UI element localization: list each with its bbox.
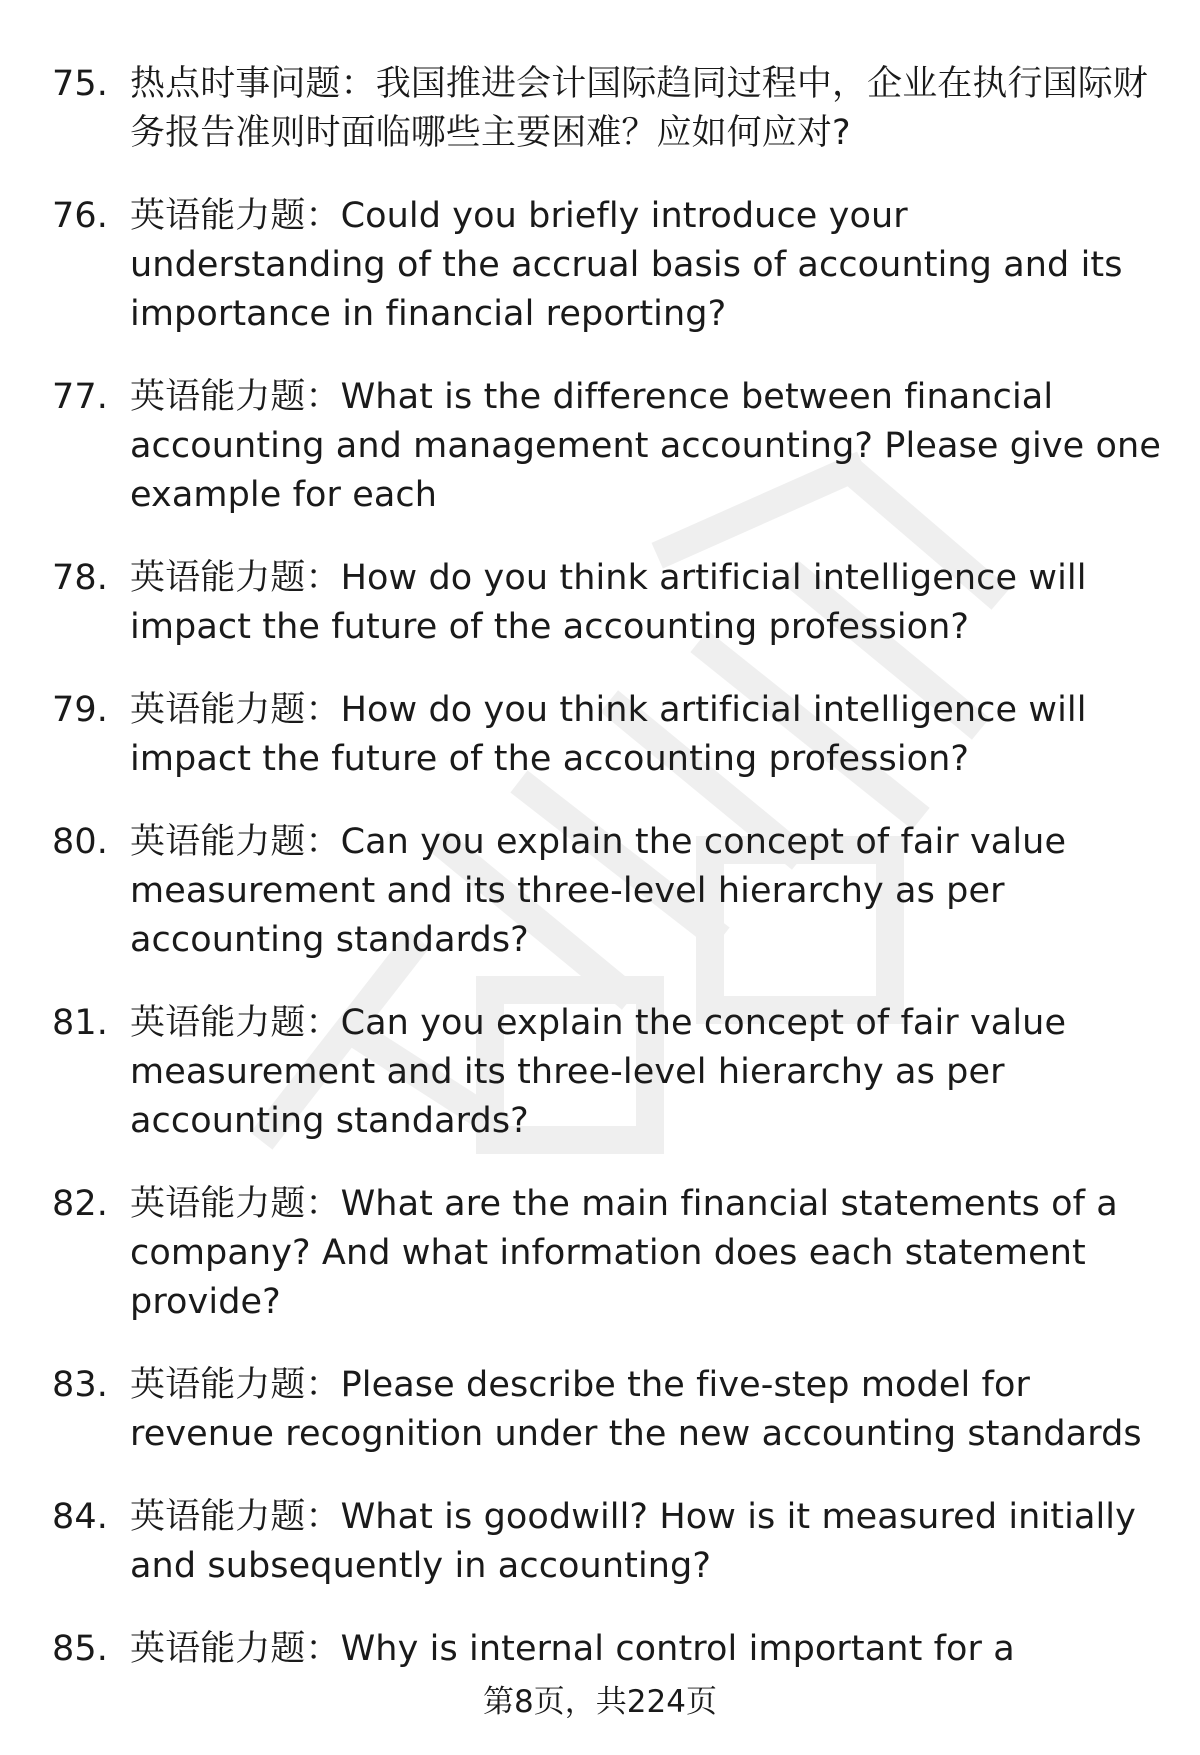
question-text: 英语能力题：What are the main financial statements of a company? And what information does each statement provide? [130, 1184, 1118, 1322]
question-item [52, 999, 1162, 1146]
question-item [52, 373, 1162, 520]
question-text: 英语能力题：How do you think artificial intelligence will impact the future of the accounting profession? [130, 558, 1087, 647]
question-item [52, 1493, 1162, 1591]
page-footer: 第8页，共224页 [483, 1684, 717, 1720]
question-number: 75. [52, 64, 108, 104]
question-item [52, 818, 1162, 965]
question-text: 热点时事问题：我国推进会计国际趋同过程中，企业在执行国际财务报告准则时面临哪些主要困难？应如何应对? [130, 64, 1148, 153]
question-item [52, 686, 1162, 784]
question-text: 英语能力题：Can you explain the concept of fair value measurement and its three-level hierarchy as per accounting standards? [130, 1003, 1067, 1141]
question-text: 英语能力题：Could you briefly introduce your understanding of the accrual basis of accounting and its importance in financial reporting? [130, 196, 1123, 334]
question-item [52, 554, 1162, 652]
question-list [52, 60, 1162, 1708]
question-item [52, 1625, 1162, 1674]
question-item [52, 1361, 1162, 1459]
question-number: 77. [52, 377, 108, 417]
question-number: 84. [52, 1497, 108, 1537]
question-number: 80. [52, 822, 108, 862]
question-text: 英语能力题：Please describe the five-step model for revenue recognition under the new accounting standards [130, 1365, 1142, 1454]
question-number: 85. [52, 1629, 108, 1669]
question-number: 82. [52, 1184, 108, 1224]
question-number: 81. [52, 1003, 108, 1043]
question-number: 83. [52, 1365, 108, 1405]
question-text: 英语能力题：What is goodwill? How is it measured initially and subsequently in accounting? [130, 1497, 1136, 1586]
question-text: 英语能力题：How do you think artificial intelligence will impact the future of the accounting profession? [130, 690, 1087, 779]
question-number: 78. [52, 558, 108, 598]
question-text: 英语能力题：What is the difference between financial accounting and management accounting? Please give one example for each [130, 377, 1161, 515]
question-number: 79. [52, 690, 108, 730]
question-text: 英语能力题：Can you explain the concept of fair value measurement and its three-level hierarchy as per accounting standards? [130, 822, 1067, 960]
question-item [52, 60, 1162, 158]
question-item [52, 192, 1162, 339]
question-item [52, 1180, 1162, 1327]
question-number: 76. [52, 196, 108, 236]
question-text: 英语能力题：Why is internal control important for a [130, 1629, 1015, 1669]
